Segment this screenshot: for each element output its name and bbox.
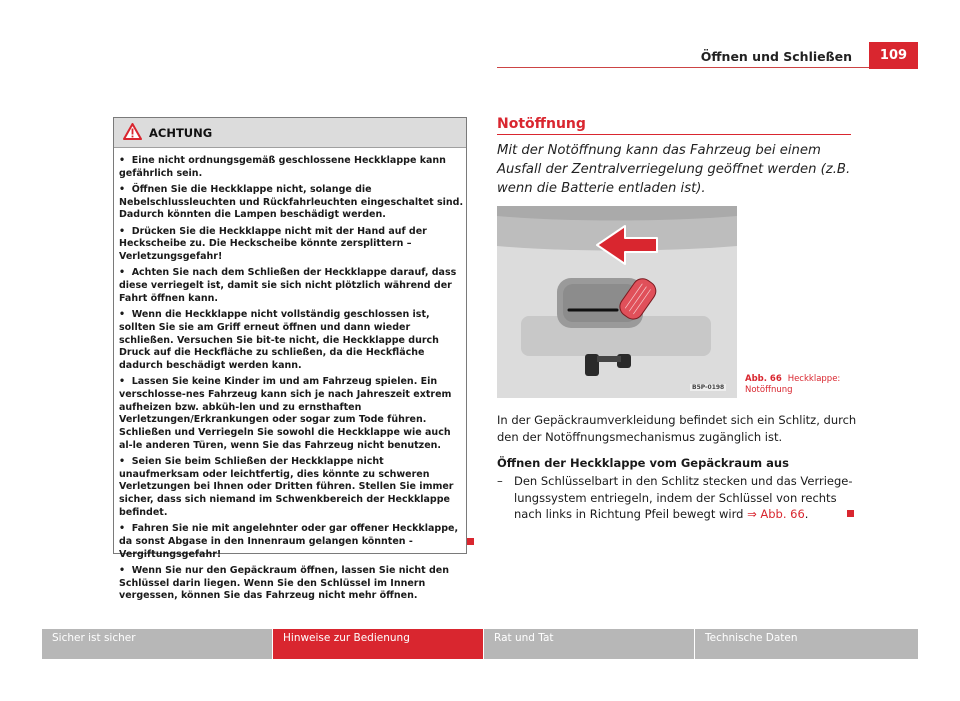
warning-list xyxy=(119,155,464,607)
figure-reference-link[interactable]: ⇒ Abb. 66 xyxy=(747,507,805,521)
warning-item: • Lassen Sie keine Kinder im und am Fahrzeug spielen. Ein verschlosse-nes Fahrzeug kann sich je nach Jahreszeit extrem aufheizen bzw. abküh-len und zu ernsthaften Verletzungen/Erkrankungen oder sogar zum Tode führen. Schließen und Verriegeln Sie sowohl die Heckklappe wie auch al-le anderen Türen, wenn Sie das Fahrzeug nicht benutzen. xyxy=(119,376,452,451)
warning-item: • Wenn die Heckklappe nicht vollständig geschlossen ist, sollten Sie sie am Griff erneut öffnen und dann wieder schließen. Versuchen Sie bit-te nicht, die Heckklappe durch Druck auf die Heckfläche zu schließen, da die Heckfläche dadurch beschädigt werden kann. xyxy=(119,309,439,371)
running-header-title: Öffnen und Schließen xyxy=(700,49,852,64)
warning-header xyxy=(114,118,466,148)
section-end-marker xyxy=(847,510,854,517)
figure-image xyxy=(497,206,737,398)
step-dash: – xyxy=(497,474,503,488)
warning-item: • Seien Sie beim Schließen der Heckklappe nicht unaufmerksam oder leichtfertig, dies könnte zu schweren Verletzungen bei Ihnen oder Dritten führen. Stellen Sie immer sicher, dass sich niemand im Schwenkbereich der Heckklappe befindet. xyxy=(119,456,454,518)
footer-tab-technische-daten[interactable]: Technische Daten xyxy=(695,629,918,659)
footer-tab-sicher[interactable]: Sicher ist sicher xyxy=(42,629,272,659)
trunk-lid-illustration xyxy=(497,206,737,398)
section-end-marker xyxy=(467,538,474,545)
warning-item: • Fahren Sie nie mit angelehnter oder gar offener Heckklappe, da sonst Abgase in den Innenraum gelangen könnten - Vergiftungsgefahr! xyxy=(119,523,459,560)
warning-item: • Achten Sie nach dem Schließen der Heckklappe darauf, dass diese verriegelt ist, damit sie sich nicht plötzlich während der Fahrt öffnen kann. xyxy=(119,267,457,304)
procedure-step: Den Schlüsselbart in den Schlitz stecken und das Verriege-lungssystem entriegeln, indem der Schlüssel von rechts nach links in Richtung Pfeil bewegt wird ⇒ Abb. 66. xyxy=(514,474,853,521)
footer-tab-rat-und-tat[interactable]: Rat und Tat xyxy=(484,629,694,659)
warning-item: • Wenn Sie nur den Gepäckraum öffnen, lassen Sie nicht den Schlüssel darin liegen. Wenn Sie den Schlüssel im Innern vergessen, können Sie das Fahrzeug nicht mehr öffnen. xyxy=(119,564,449,602)
warning-triangle-icon xyxy=(123,123,142,140)
section-title: Notöffnung xyxy=(497,116,586,132)
header-rule xyxy=(497,67,869,68)
footer-tab-bedienung[interactable]: Hinweise zur Bedienung xyxy=(273,629,483,659)
body-paragraph: In der Gepäckraumverkleidung befindet sich ein Schlitz, durch den der Notöffnungsmechanismus zugänglich ist. xyxy=(497,413,857,444)
warning-item: • Eine nicht ordnungsgemäß geschlossene Heckklappe kann gefährlich sein. xyxy=(119,155,446,179)
procedure-heading: Öffnen der Heckklappe vom Gepäckraum aus xyxy=(497,456,789,470)
warning-title: ACHTUNG xyxy=(149,126,213,140)
figure-caption: Abb. 66 Heckklappe: Notöffnung xyxy=(745,374,841,395)
warning-item: • Öffnen Sie die Heckklappe nicht, solange die Nebelschlussleuchten und Rückfahrleuchten eingeschaltet sind. Dadurch könnten die Lampen beschädigt werden. xyxy=(119,184,464,221)
warning-item: • Drücken Sie die Heckklappe nicht mit der Hand auf der Heckscheibe zu. Die Heckscheibe könnte zersplittern – Verletzungsgefahr! xyxy=(119,225,427,263)
figure-code: B5P-0198 xyxy=(692,384,725,391)
section-intro: Mit der Notöffnung kann das Fahrzeug bei einem Ausfall der Zentralverriegelung geöffnet werden (z.B. wenn die Batterie entladen ist). xyxy=(497,143,851,196)
page-number: 109 xyxy=(869,42,918,69)
warning-box xyxy=(113,117,467,602)
section-title-rule xyxy=(497,134,851,135)
